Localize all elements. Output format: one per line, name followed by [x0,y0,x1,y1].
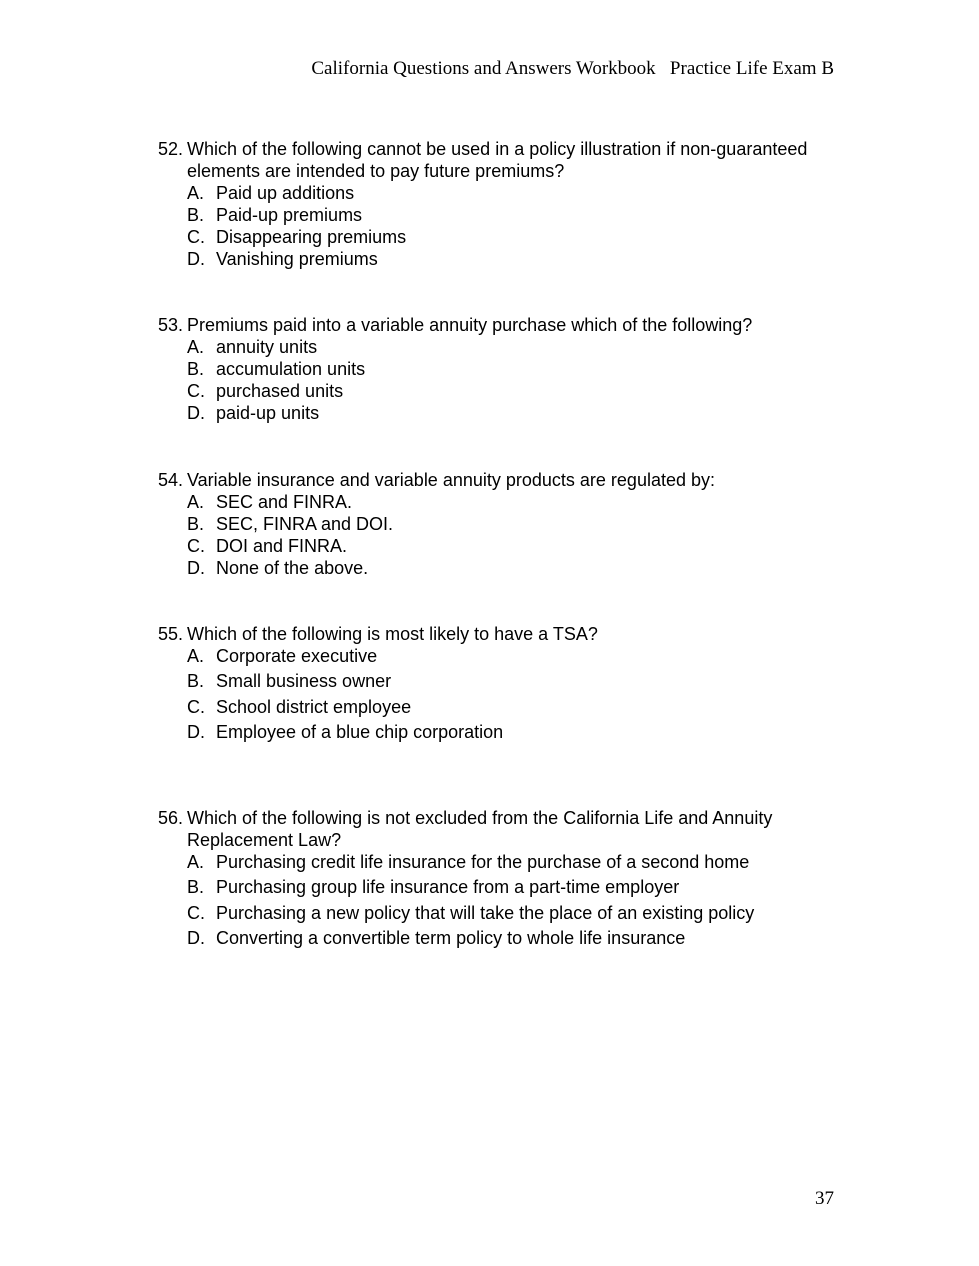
option-text: Vanishing premiums [216,249,378,269]
question-number: 54. [158,470,184,490]
option-letter: B. [187,671,205,692]
answer-option [187,645,838,667]
option-text: SEC, FINRA and DOI. [216,514,394,534]
page-number: 37 [815,1188,834,1209]
option-text: Small business owner [216,671,392,692]
answer-option [187,491,838,513]
option-text: Disappearing premiums [216,227,407,247]
option-text: Purchasing group life insurance from a part-time employer [216,877,680,898]
answer-option [187,721,838,743]
option-text: Converting a convertible term policy to whole life insurance [216,927,686,948]
option-text: annuity units [216,337,318,357]
option-text: School district employee [216,696,412,717]
option-letter: A. [187,183,205,203]
option-text: paid-up units [216,403,320,423]
question-54 [158,469,838,579]
answer-option [187,402,838,424]
option-text: Paid up additions [216,183,355,203]
option-text: Employee of a blue chip corporation [216,721,504,742]
question-52 [158,138,838,270]
option-text: Purchasing a new policy that will take the place of an existing policy [216,902,755,923]
answer-option [187,670,838,692]
option-letter: C. [187,536,205,556]
option-letter: A. [187,646,205,666]
question-stem [158,807,838,851]
answer-option [187,182,838,204]
answer-option [187,851,838,873]
question-text: Which of the following cannot be used in a policy illustration if non-guaranteed elements are intended to pay future premiums? [187,139,808,181]
answer-option [187,204,838,226]
question-stem [158,469,838,491]
answer-option [187,380,838,402]
option-letter: A. [187,337,205,357]
question-number: 53. [158,315,184,335]
question-text: Which of the following is not excluded from the California Life and Annuity Replacement Law? [187,808,773,850]
option-letter: B. [187,205,205,225]
question-number: 55. [158,624,184,644]
answer-option [187,876,838,898]
option-text: Corporate executive [216,646,378,666]
answer-options [187,851,838,949]
answer-options [187,491,838,579]
option-text: SEC and FINRA. [216,492,353,512]
option-text: None of the above. [216,558,369,578]
option-letter: C. [187,902,205,923]
option-letter: D. [187,721,205,742]
question-stem [158,314,838,336]
answer-option [187,336,838,358]
option-letter: C. [187,696,205,717]
option-letter: D. [187,403,205,423]
question-53 [158,314,838,424]
question-stem [158,623,838,645]
option-letter: D. [187,249,205,269]
answer-option [187,358,838,380]
question-text: Premiums paid into a variable annuity purchase which of the following? [187,315,753,335]
option-letter: B. [187,514,205,534]
option-text: Purchasing credit life insurance for the purchase of a second home [216,852,750,872]
option-letter: C. [187,227,205,247]
option-letter: C. [187,381,205,401]
option-letter: B. [187,877,205,898]
option-letter: B. [187,359,205,379]
answer-option [187,696,838,718]
answer-option [187,927,838,949]
page-header: California Questions and Answers Workbook Practice Life Exam B [311,58,834,79]
option-letter: D. [187,927,205,948]
option-text: purchased units [216,381,344,401]
answer-option [187,902,838,924]
question-number: 56. [158,808,184,828]
question-text: Variable insurance and variable annuity products are regulated by: [187,470,715,490]
option-text: DOI and FINRA. [216,536,348,556]
option-letter: D. [187,558,205,578]
question-56 [158,807,838,952]
answer-option [187,535,838,557]
option-text: Paid-up premiums [216,205,363,225]
answer-options [187,182,838,270]
answer-options [187,336,838,424]
option-letter: A. [187,852,205,872]
answer-option [187,557,838,579]
question-stem [158,138,838,182]
option-letter: A. [187,492,205,512]
question-number: 52. [158,139,184,159]
question-text: Which of the following is most likely to have a TSA? [187,624,598,644]
option-text: accumulation units [216,359,366,379]
answer-options [187,645,838,743]
answer-option [187,513,838,535]
question-55 [158,623,838,746]
answer-option [187,248,838,270]
answer-option [187,226,838,248]
